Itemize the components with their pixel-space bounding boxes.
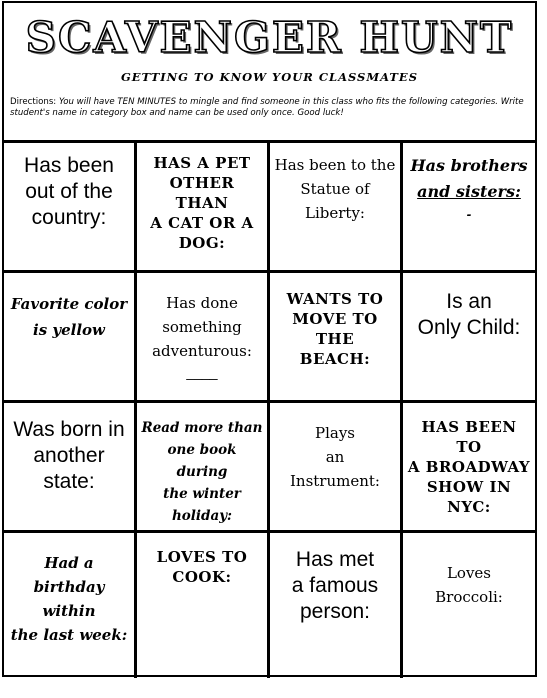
category-text: DOG:	[178, 234, 226, 252]
category-cell[interactable]	[403, 273, 535, 403]
category-text: country:	[31, 206, 107, 229]
category-text: SHOW IN NYC:	[426, 478, 512, 516]
category-text: A CAT OR A	[150, 214, 254, 232]
category-text: LOVES TO	[156, 548, 248, 566]
category-text: Is an	[446, 290, 492, 313]
category-text: person:	[299, 600, 371, 623]
category-cell[interactable]	[4, 273, 137, 403]
category-cell[interactable]	[137, 273, 270, 403]
category-cell[interactable]	[137, 533, 270, 678]
category-text: Favorite color	[10, 295, 128, 313]
category-cell[interactable]	[403, 143, 535, 273]
category-text: BEACH:	[299, 350, 371, 368]
category-cell[interactable]	[403, 533, 535, 678]
category-cell[interactable]	[270, 143, 403, 273]
category-text: Has done	[166, 294, 238, 312]
category-text: WANTS TO	[286, 290, 384, 308]
category-cell[interactable]	[270, 533, 403, 678]
category-text: Instrument:	[290, 472, 380, 490]
category-text: Plays	[314, 424, 355, 442]
category-text: Has met	[295, 548, 375, 571]
category-cell[interactable]	[4, 533, 137, 678]
category-text: Read more than	[141, 420, 263, 436]
category-text: one book during	[167, 442, 237, 480]
category-text: HAS BEEN TO	[421, 418, 517, 456]
directions-label: Directions:	[10, 97, 57, 107]
category-text: Statue of	[300, 180, 370, 198]
scavenger-hunt-sheet	[2, 1, 537, 677]
category-text: Has been	[24, 154, 114, 177]
category-text: out of the	[25, 180, 113, 203]
category-text: something	[162, 318, 242, 336]
category-cell[interactable]	[4, 403, 137, 533]
category-text: another	[33, 444, 105, 467]
category-text: Loves	[446, 564, 492, 582]
category-text: birthday within	[33, 578, 105, 620]
directions	[10, 97, 525, 119]
category-text: an	[325, 448, 345, 466]
category-text: Only Child:	[417, 316, 521, 339]
page-title: SCAVENGER HUNT	[25, 13, 514, 62]
category-text: HAS A PET	[153, 154, 251, 172]
category-text: a famous	[291, 574, 379, 597]
category-text: A BROADWAY	[407, 458, 531, 476]
directions-text: You will have TEN MINUTES to mingle and find someone in this class who fits the following categories. Write student's name in category box and name can be used only once. Good luck!	[10, 97, 524, 118]
category-text: the winter	[163, 486, 241, 502]
category-cell[interactable]	[270, 403, 403, 533]
category-text: and sisters:	[417, 182, 521, 201]
category-cell[interactable]	[270, 273, 403, 403]
category-text: adventurous:	[152, 342, 252, 360]
category-grid	[4, 140, 535, 675]
category-text: Liberty:	[305, 204, 365, 222]
category-text: the last week:	[10, 626, 128, 644]
category-text: Broccoli:	[435, 588, 503, 606]
category-cell[interactable]	[4, 143, 137, 273]
page-subtitle: GETTING TO KNOW YOUR CLASSMATES	[120, 70, 419, 84]
category-text: -	[466, 206, 472, 222]
category-text: Had a	[44, 554, 94, 572]
category-text: Was born in	[13, 418, 125, 441]
category-text: holiday:	[171, 508, 233, 524]
category-text: MOVE TO THE	[292, 310, 378, 348]
category-cell[interactable]	[137, 143, 270, 273]
category-text: state:	[43, 470, 95, 493]
category-text: COOK:	[172, 568, 232, 586]
category-text: Has been to the	[274, 156, 396, 174]
category-cell[interactable]	[137, 403, 270, 533]
category-cell[interactable]	[403, 403, 535, 533]
category-text: OTHER THAN	[169, 174, 235, 212]
category-text: is yellow	[33, 321, 105, 339]
category-text: ____	[186, 364, 218, 380]
category-text: Has brothers	[410, 156, 528, 175]
